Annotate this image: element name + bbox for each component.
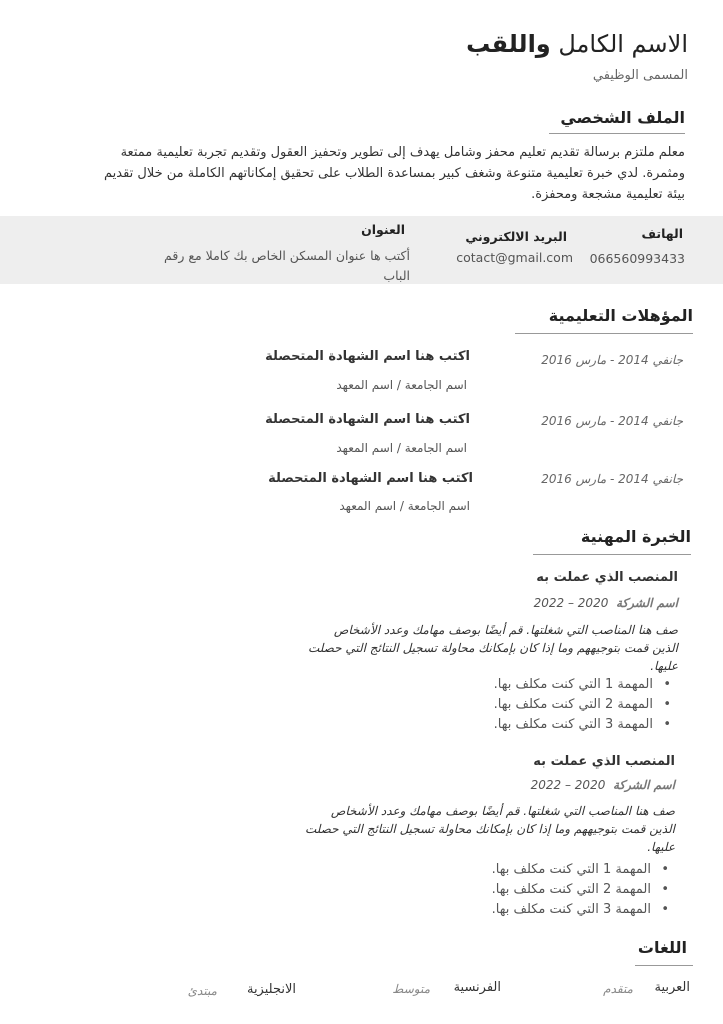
task-text: المهمة 3 التي كنت مكلف بها.: [493, 717, 653, 732]
name-first-part: الاسم الكامل: [550, 30, 688, 58]
language-name: الفرنسية: [453, 980, 501, 995]
language-name: الانجليزية: [246, 982, 296, 997]
company-name: اسم الشركة: [615, 596, 678, 610]
bullet-icon: •: [661, 862, 669, 877]
address-value: أكتب ها عنوان المسكن الخاص بك كاملا مع رقم الباب: [164, 248, 410, 283]
experience-underline: [533, 554, 691, 555]
address-label: العنوان: [361, 222, 405, 237]
education-degree: اكتب هنا اسم الشهادة المتحصلة: [265, 349, 470, 364]
profile-text: معلم ملتزم برسالة تقديم تعليم محفز وشامل يهدف إلى تطوير وتحفيز العقول وتقديم تجربة تعليمية ممتعة ومثمرة. لدي خبرة تعليمية متنوعة وشغف كبير بمساعدة الطلاب على تحقيق إمكاناتهم الكاملة من خلال تقديم بيئة تعليمية مشجعة ومحفزة.: [103, 145, 685, 202]
education-institution: اسم الجامعة / اسم المعهد: [336, 441, 467, 455]
company-name: اسم الشركة: [612, 778, 675, 792]
language-level: متقدم: [603, 982, 633, 996]
task-text: المهمة 1 التي كنت مكلف بها.: [493, 677, 653, 692]
language-level: متوسط: [392, 982, 430, 996]
education-title: المؤهلات التعليمية: [548, 306, 693, 325]
full-name: [466, 30, 688, 58]
job-position: المنصب الذي عملت به: [536, 570, 678, 585]
bullet-icon: •: [663, 697, 671, 712]
job-description: صف هنا المناصب التي شغلتها. قم أيضًا بوصف مهامك وعدد الأشخاص الذين قمت بتوجيههم وما إذا كان بإمكانك محاولة تسجيل النتائج التي حصلت عليها.: [307, 623, 678, 673]
profile-underline: [549, 133, 685, 134]
name-last-part: واللقب: [466, 30, 551, 58]
bullet-icon: •: [661, 902, 669, 917]
job-years: 2020 – 2022: [533, 596, 609, 610]
task-text: المهمة 2 التي كنت مكلف بها.: [493, 697, 653, 712]
task-item: [492, 860, 673, 880]
education-institution: اسم الجامعة / اسم المعهد: [339, 499, 470, 513]
email-value[interactable]: cotact@gmail.com: [456, 250, 573, 265]
job-years: 2020 – 2022: [530, 778, 606, 792]
task-text: المهمة 1 التي كنت مكلف بها.: [491, 862, 651, 877]
job-position: المنصب الذي عملت به: [533, 754, 675, 769]
language-name: العربية: [654, 980, 690, 995]
languages-underline: [635, 965, 693, 966]
task-item: [492, 880, 673, 900]
profile-title: الملف الشخصي: [560, 108, 685, 127]
bullet-icon: •: [663, 717, 671, 732]
languages-title: اللغات: [637, 938, 687, 957]
task-list: [492, 860, 673, 920]
bullet-icon: •: [661, 882, 669, 897]
job-title: المسمى الوظيفي: [592, 68, 688, 83]
education-degree: اكتب هنا اسم الشهادة المتحصلة: [265, 412, 470, 427]
phone-value: 066560993433: [589, 251, 685, 266]
education-date: جانفي 2014 - مارس 2016: [541, 414, 683, 428]
task-item: [494, 675, 675, 695]
education-underline: [515, 333, 693, 334]
education-degree: اكتب هنا اسم الشهادة المتحصلة: [268, 471, 473, 486]
task-list: [494, 675, 675, 735]
email-label: البريد الالكتروني: [465, 229, 567, 244]
experience-title: الخبرة المهنية: [580, 527, 691, 546]
education-date: جانفي 2014 - مارس 2016: [541, 353, 683, 367]
education-institution: اسم الجامعة / اسم المعهد: [336, 378, 467, 392]
task-text: المهمة 2 التي كنت مكلف بها.: [491, 882, 651, 897]
task-item: [492, 900, 673, 920]
task-text: المهمة 3 التي كنت مكلف بها.: [491, 902, 651, 917]
job-meta: [534, 596, 678, 610]
bullet-icon: •: [663, 677, 671, 692]
job-description: صف هنا المناصب التي شغلتها. قم أيضًا بوصف مهامك وعدد الأشخاص الذين قمت بتوجيههم وما إذا كان بإمكانك محاولة تسجيل النتائج التي حصلت عليها.: [304, 804, 675, 854]
task-item: [494, 715, 675, 735]
education-date: جانفي 2014 - مارس 2016: [541, 472, 683, 486]
job-meta: [531, 778, 675, 792]
phone-label: الهاتف: [641, 226, 683, 241]
language-level: مبتدئ: [187, 984, 217, 998]
task-item: [494, 695, 675, 715]
